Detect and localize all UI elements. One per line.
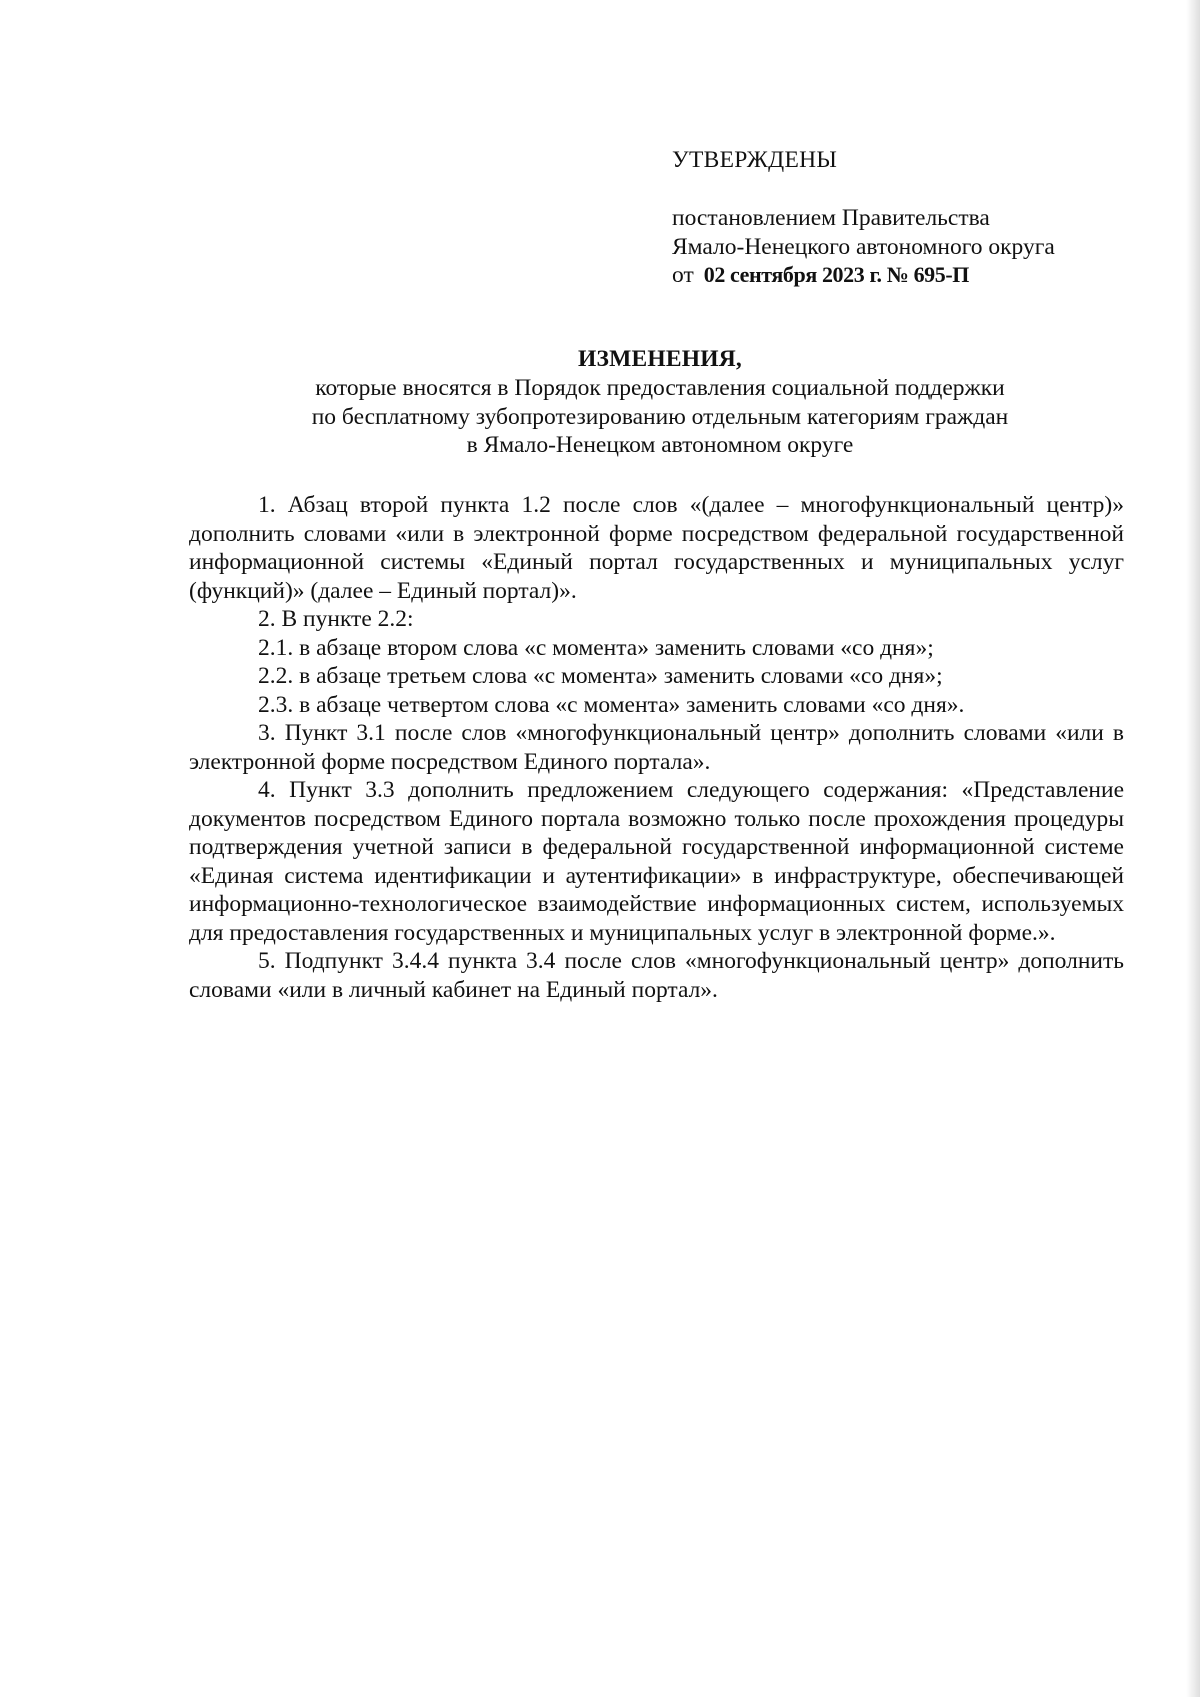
paragraph-3: 3. Пункт 3.1 после слов «многофункциональный центр» дополнить словами «или в электронной форме посредством Единого портала». [189, 720, 1124, 775]
approval-details [672, 204, 1142, 290]
decree-date-number: 02 сентября 2023 г. № 695-П [703, 262, 970, 287]
document-body [189, 491, 1124, 1004]
paragraph-1: 1. Абзац второй пункта 1.2 после слов «(далее – многофункциональный центр)» дополнить словами «или в электронной форме посредством федеральной государственной информационной системы «Единый портал государственных и муниципальных услуг (функций)» (далее – Единый портал)». [189, 492, 1124, 604]
paragraph-5: 5. Подпункт 3.4.4 пункта 3.4 после слов «многофункциональный центр» дополнить словами «или в личный кабинет на Единый портал». [189, 948, 1124, 1003]
approval-line-2: Ямало-Ненецкого автономного округа [672, 233, 1055, 260]
paragraph-2-3: 2.3. в абзаце четвертом слова «с момента» заменить словами «со дня». [258, 691, 965, 718]
approved-label: УТВЕРЖДЕНЫ [672, 147, 838, 173]
date-prefix: от [672, 262, 694, 288]
approval-line-1: постановлением Правительства [672, 205, 990, 231]
approval-block [672, 146, 1142, 290]
paragraph-2-1: 2.1. в абзаце втором слова «с момента» заменить словами «со дня»; [258, 634, 934, 661]
heading-title: ИЗМЕНЕНИЯ, [578, 346, 742, 372]
heading-subtitle-line: по бесплатному зубопротезированию отдельным категориям граждан [311, 403, 1009, 430]
heading-subtitle-line: в Ямало-Ненецком автономном округе [466, 432, 854, 458]
document-heading [150, 345, 1170, 460]
approval-date-line [672, 261, 1142, 290]
paragraph-4: 4. Пункт 3.3 дополнить предложением следующего содержания: «Представление документов посредством Единого портала возможно только после прохождения процедуры подтверждения учетной записи в федеральной государственной информационной системе «Единая система идентификации и аутентификации» в инфраструктуре, обеспечивающей информационно-технологическое взаимодействие информационных систем, используемых для предоставления государственных и муниципальных услуг в электронной форме.». [189, 777, 1124, 946]
paragraph-2: 2. В пункте 2.2: [258, 606, 414, 632]
paragraph-2-2: 2.2. в абзаце третьем слова «с момента» заменить словами «со дня»; [258, 663, 943, 689]
page-edge-shadow [1186, 0, 1200, 1697]
heading-subtitle-line: которые вносятся в Порядок предоставления социальной поддержки [315, 375, 1005, 401]
